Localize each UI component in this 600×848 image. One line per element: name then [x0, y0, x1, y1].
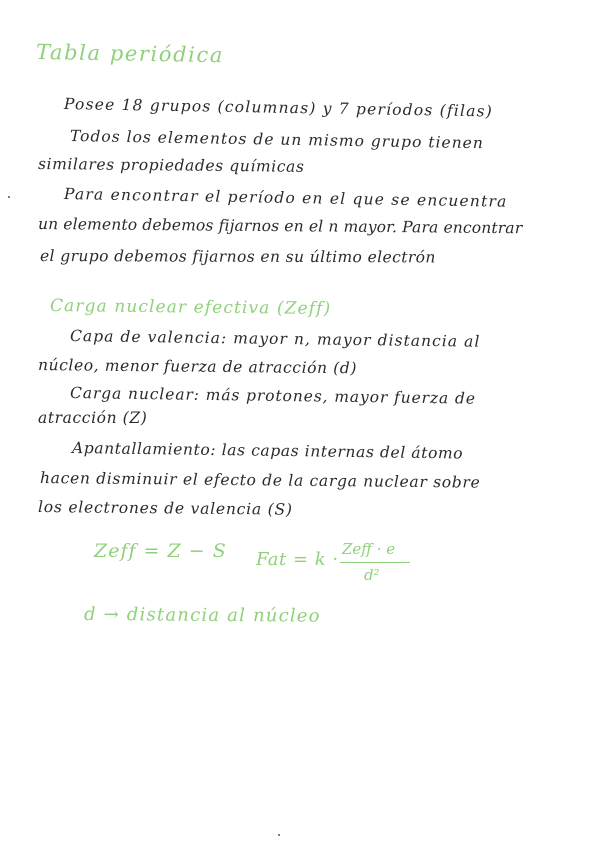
- formula-attraction-force: [256, 538, 416, 586]
- text-line: Apantallamiento: las capas internas del átomo: [71, 439, 464, 463]
- text-line: Posee 18 grupos (columnas) y 7 períodos (filas): [63, 95, 494, 121]
- text-line: atracción (Z): [38, 409, 148, 427]
- section-heading: Carga nuclear efectiva (Zeff): [49, 296, 332, 319]
- text-line: Capa de valencia: mayor n, mayor distancia al: [69, 327, 481, 351]
- formula-denominator: d²: [364, 566, 380, 584]
- formula-zeff: Zeff = Z − S: [94, 540, 227, 562]
- text-line: los electrones de valencia (S): [37, 498, 293, 519]
- definition-d: d → distancia al núcleo: [83, 604, 321, 627]
- text-line: Para encontrar el período en el que se encuentra: [63, 185, 508, 211]
- text-line: núcleo, menor fuerza de atracción (d): [37, 356, 358, 378]
- formula-lhs: Fat = k ·: [256, 549, 339, 570]
- text-line: Todos los elementos de un mismo grupo tienen: [69, 127, 484, 153]
- text-line: Carga nuclear: más protones, mayor fuerza de: [69, 384, 476, 408]
- formula-numerator: Zeff · e: [342, 540, 396, 558]
- page-title: Tabla periódica: [35, 40, 225, 68]
- paper-speck: [8, 196, 10, 198]
- fraction-bar: [340, 562, 410, 563]
- paper-speck: [278, 834, 280, 836]
- text-line: un elemento debemos fijarnos en el n mayor. Para encontrar: [37, 215, 523, 238]
- text-line: el grupo debemos fijarnos en su último electrón: [39, 247, 436, 267]
- text-line: hacen disminuir el efecto de la carga nuclear sobre: [39, 469, 481, 492]
- text-line: similares propiedades químicas: [37, 155, 305, 176]
